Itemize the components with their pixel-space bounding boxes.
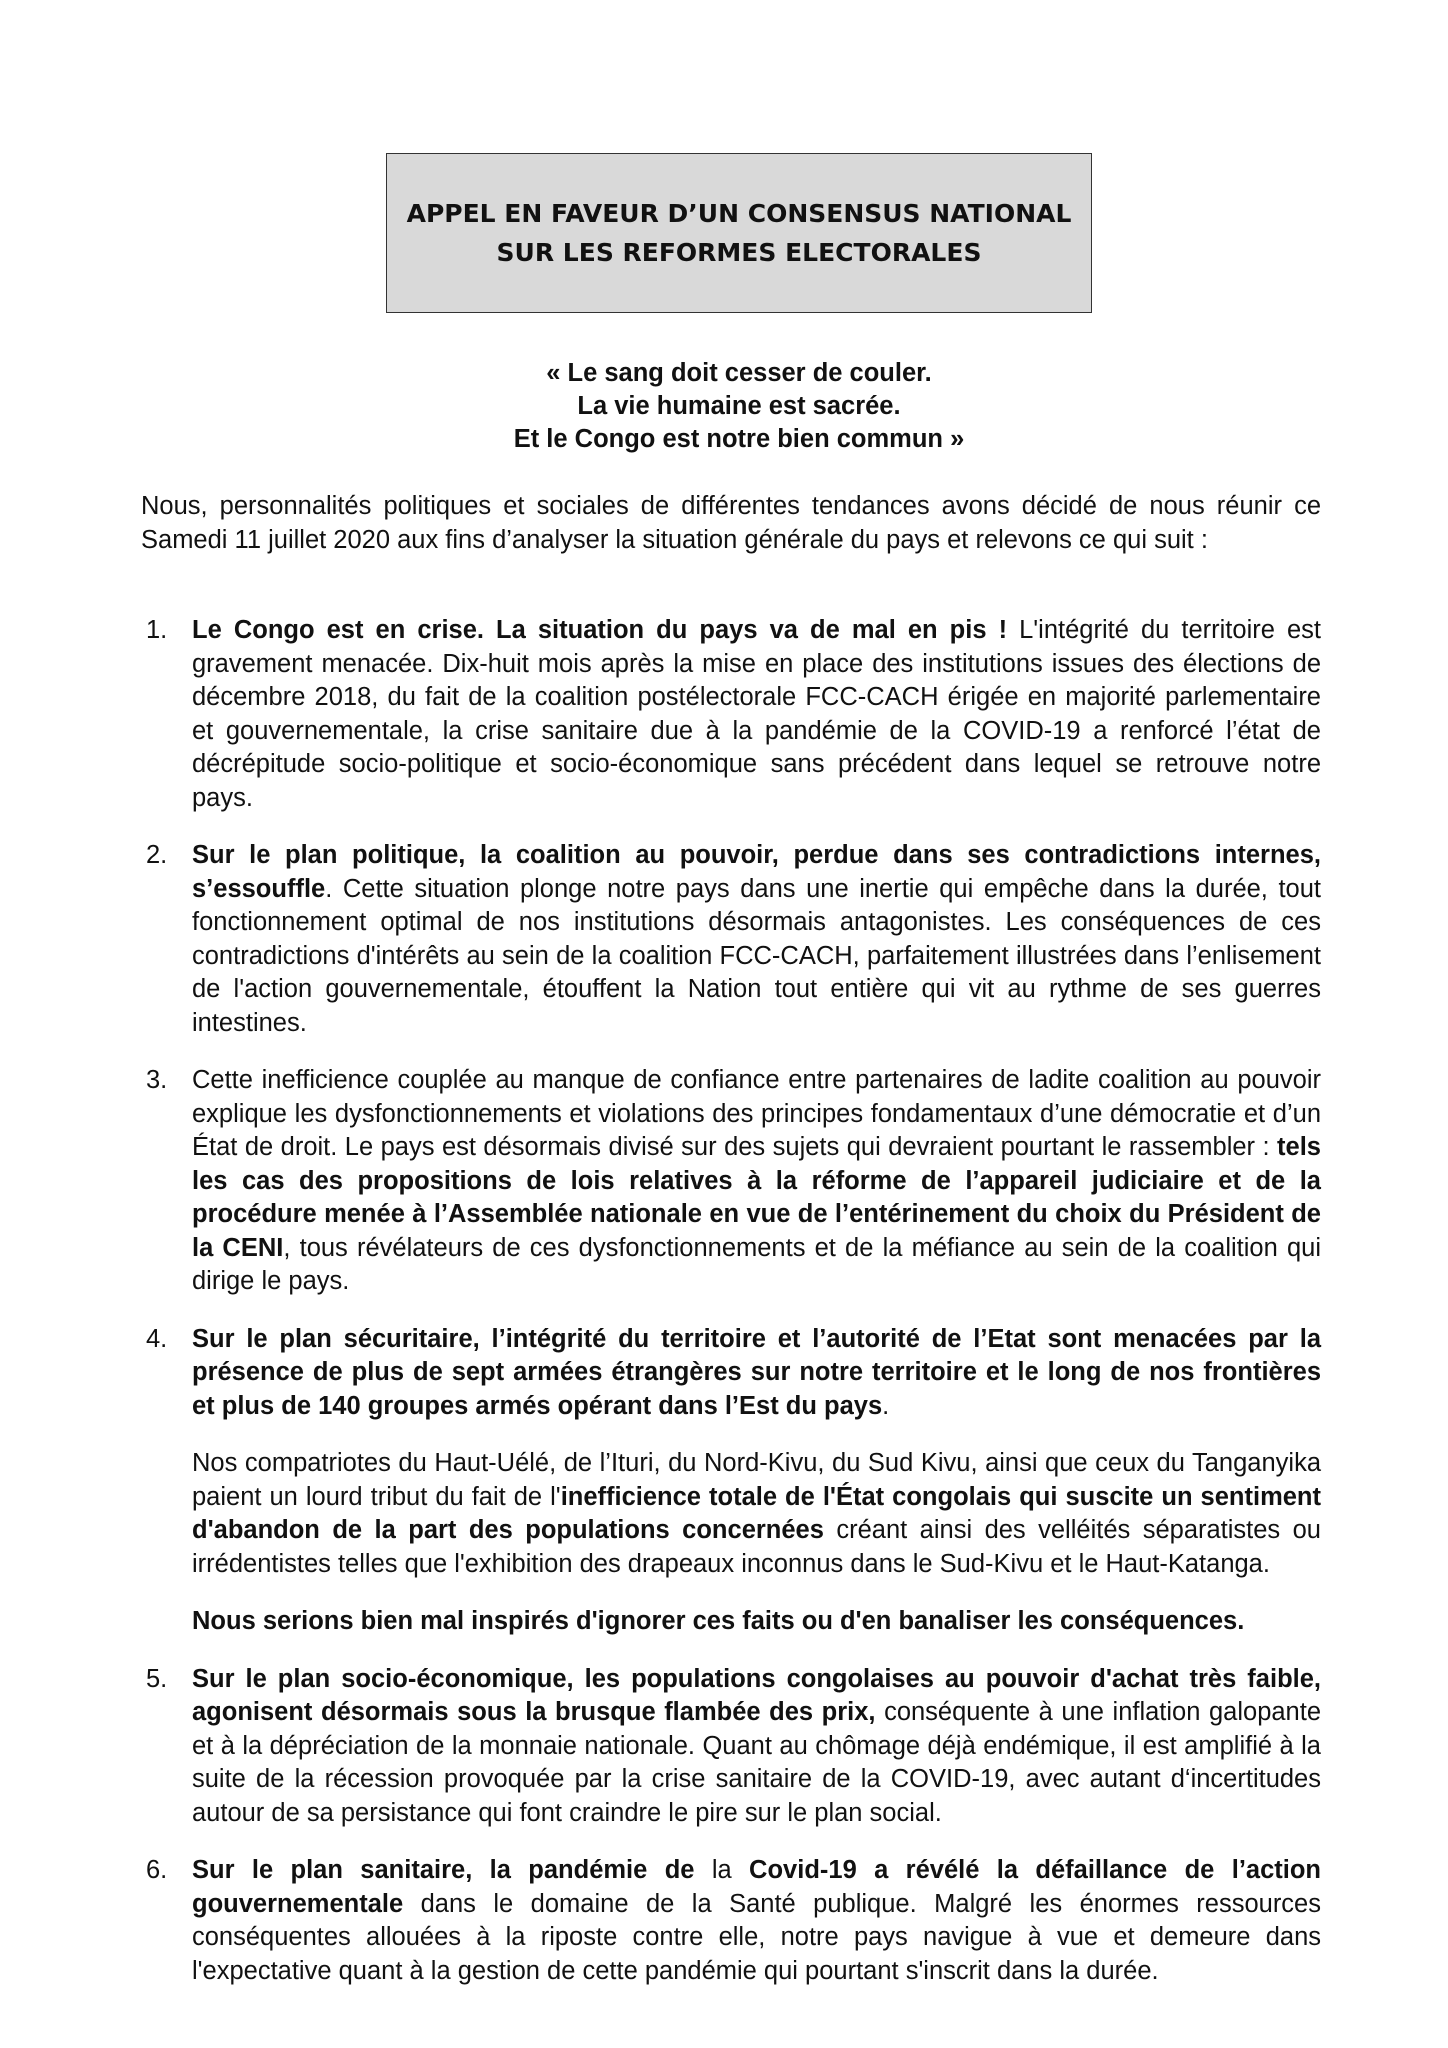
item-text-after: , tous révélateurs de ces dysfonctionnements et de la méfiance au sein de la coalition qui dirige le pays.	[192, 1233, 1321, 1295]
item-paragraph	[192, 1064, 1321, 1299]
list-item-6	[141, 1854, 1321, 1988]
item-bold-lead: Le Congo est en crise. La situation du pays va de mal en pis !	[192, 616, 1008, 644]
numbered-list	[141, 614, 1321, 2012]
motto-line-1: « Le sang doit cesser de couler.	[546, 359, 932, 387]
item-paragraph	[192, 1854, 1321, 1988]
item-paragraph	[192, 839, 1321, 1040]
item-bold-lead: Sur le plan sécuritaire, l’intégrité du territoire et l’autorité de l’Etat sont menacées par la présence de plus de sept armées étrangères sur notre territoire et le long de nos frontières et plus de 140 groupes armés opérant dans l’Est du pays	[192, 1324, 1321, 1420]
item-bold-lead: Sur le plan politique, la coalition au pouvoir, perdue dans ses contradictions internes, s’essouffle	[192, 841, 1321, 903]
item-text-before: Nos compatriotes du Haut-Uélé, de l’Ituri, du Nord-Kivu, du Sud Kivu, ainsi que ceux du Tanganyika paient un lourd tribut du fait de l'	[192, 1449, 1321, 1511]
item-text: .	[882, 1391, 890, 1420]
item-text: conséquente à une inflation galopante et à la dépréciation de la monnaie nationale. Quant au chômage déjà endémique, il est amplifié à la suite de la récession provoquée par la crise sanitaire de la COVID-19, avec autant d‘incertitudes autour de sa persistance qui font craindre le pire sur le plan social.	[192, 1698, 1322, 1827]
item-number: 5.	[146, 1664, 168, 1693]
list-item-2	[141, 839, 1321, 1040]
item-paragraph-2	[192, 1447, 1321, 1581]
list-item-4	[141, 1323, 1321, 1639]
list-item-5	[141, 1663, 1321, 1831]
item-number: 1.	[146, 616, 168, 644]
item-paragraph-3	[192, 1605, 1321, 1639]
item-paragraph	[192, 1323, 1321, 1424]
motto-line-2: La vie humaine est sacrée.	[577, 392, 901, 420]
item-text: dans le domaine de la Santé publique. Malgré les énormes ressources conséquentes allouées à la riposte contre elle, notre pays navigue à vue et demeure dans l'expectative quant à la gestion de cette pandémie qui pourtant s'inscrit dans la durée.	[192, 1889, 1321, 1985]
item-number: 4.	[146, 1324, 168, 1353]
item-text-after: créant ainsi des velléités séparatistes ou irrédentistes telles que l'exhibition des drapeaux inconnus dans le Sud-Kivu et le Haut-Katanga.	[192, 1516, 1321, 1578]
item-number: 2.	[146, 841, 168, 869]
item-plain-a: la	[711, 1856, 732, 1884]
title-line-1: APPEL EN FAVEUR D’UN CONSENSUS NATIONAL	[406, 199, 1072, 228]
list-item-1	[141, 614, 1321, 815]
item-number: 3.	[146, 1066, 168, 1094]
item-bold-mid: tels les cas des propositions de lois relatives à la réforme de l’appareil judiciaire et de la procédure menée à l’Assemblée nationale en vue de l’entérinement du choix du Président de la CENI	[192, 1133, 1321, 1262]
item-paragraph	[192, 614, 1321, 815]
item-text: . Cette situation plonge notre pays dans une inertie qui empêche dans la durée, tout fonctionnement optimal de nos institutions désormais antagonistes. Les conséquences de ces contradictions d'intérêts au sein de la coalition FCC-CACH, parfaitement illustrées dans l’enlisement de l'action gouvernementale, étouffent la Nation tout entière qui vit au rythme de ses guerres intestines.	[192, 874, 1321, 1037]
item-text: L'intégrité du territoire est gravement menacée. Dix-huit mois après la mise en place des institutions issues des élections de décembre 2018, du fait de la coalition postélectorale FCC-CACH érigée en majorité parlementaire et gouvernementale, la crise sanitaire due à la pandémie de la COVID-19 a renforcé l’état de décrépitude socio-politique et socio-économique sans précédent dans lequel se retrouve notre pays.	[192, 616, 1321, 812]
motto-quote	[386, 357, 1092, 456]
item-bold-statement: Nous serions bien mal inspirés d'ignorer ces faits ou d'en banaliser les conséquences.	[192, 1607, 1245, 1635]
list-item-3	[141, 1064, 1321, 1299]
item-paragraph	[192, 1663, 1321, 1831]
item-number: 6.	[146, 1856, 168, 1884]
title-line-2: SUR LES REFORMES ELECTORALES	[496, 238, 982, 267]
item-bold-mid: inefficience totale de l'État congolais qui suscite un sentiment d'abandon de la part des populations concernées	[192, 1482, 1321, 1544]
item-bold-lead: Sur le plan socio-économique, les populations congolaises au pouvoir d'achat très faible, agonisent désormais sous la brusque flambée des prix,	[192, 1664, 1321, 1726]
intro-paragraph: Nous, personnalités politiques et sociales de différentes tendances avons décidé de nous réunir ce Samedi 11 juillet 2020 aux fins d’analyser la situation générale du pays et relevons ce qui suit :	[141, 492, 1321, 554]
item-bold-lead-b: Covid-19 a révélé la défaillance de l’action gouvernementale	[192, 1856, 1321, 1918]
item-text-before: Cette inefficience couplée au manque de confiance entre partenaires de ladite coalition au pouvoir explique les dysfonctionnements et violations des principes fondamentaux d’une démocratie et d’un État de droit. Le pays est désormais divisé sur des sujets qui devraient pourtant le rassembler :	[192, 1066, 1321, 1161]
item-bold-lead-a: Sur le plan sanitaire, la pandémie de	[192, 1856, 712, 1884]
motto-line-3: Et le Congo est notre bien commun »	[513, 425, 965, 453]
title-box	[386, 153, 1092, 313]
